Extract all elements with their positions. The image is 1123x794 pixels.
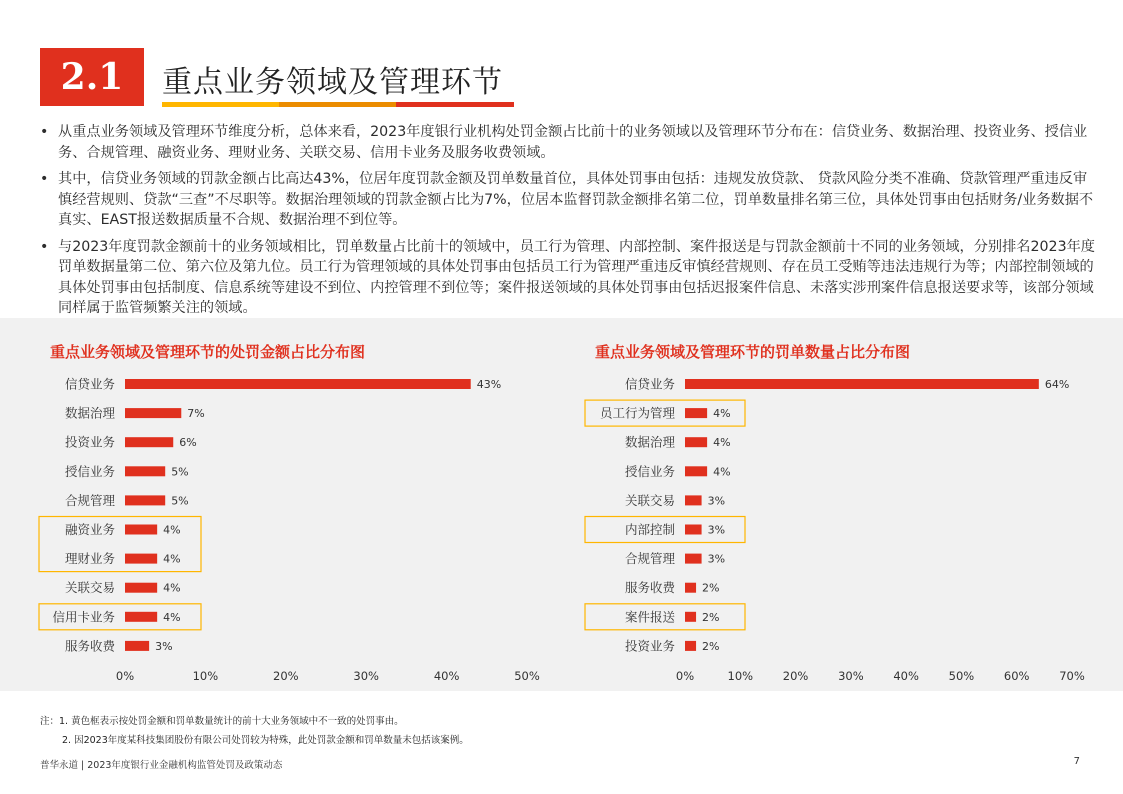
bar: [685, 641, 696, 651]
x-tick-label: 50%: [948, 669, 975, 683]
value-label: 5%: [171, 494, 189, 508]
section-number-badge: [40, 48, 144, 106]
category-label: 投资业务: [64, 434, 115, 450]
category-label: 信用卡业务: [52, 609, 115, 625]
bar: [125, 554, 157, 564]
x-tick-label: 50%: [514, 669, 540, 683]
x-tick-label: 40%: [433, 669, 460, 683]
category-label: 数据治理: [64, 405, 115, 421]
category-label: 案件报送: [624, 609, 675, 625]
bar: [685, 612, 696, 622]
value-label: 4%: [713, 407, 731, 421]
bar: [125, 495, 165, 505]
notes: [40, 712, 469, 750]
bar: [125, 379, 471, 389]
value-label: 3%: [707, 552, 726, 566]
value-label: 3%: [707, 494, 726, 508]
x-tick-label: 10%: [192, 669, 219, 683]
category-label: 服务收费: [64, 638, 115, 654]
bar: [125, 437, 173, 447]
note-1: 注：1. 黄色框表示按处罚金额和罚单数量统计的前十大业务领域中不一致的处罚事由。: [40, 716, 404, 727]
bar: [125, 641, 149, 651]
bullet-item: • 与2023年度罚款金额前十的业务领域相比，罚单数量占比前十的领域中，员工行为管理、内部控制、案件报送是与罚款金额前十不同的业务领域，分别排名2023年度罚单数据量第二位、第六位及第九位。员工行为管理领域的具体处罚事由包括员工行为管理严重违反审慎经营规则、存在员工受贿等违法违规行为等；内部控制领域的具体处罚事由包括制度、信息系统等建设不到位、内控管理不到位等；案件报送领域的具体处罚事由包括迟报案件信息、未落实涉刑案件信息报送要求等，该部分领域同样属于监管频繁关注的领域。: [38, 237, 1098, 319]
bar: [685, 495, 702, 505]
category-label: 融资业务: [64, 522, 115, 537]
x-tick-label: 70%: [1059, 669, 1085, 683]
category-label: 理财业务: [64, 551, 115, 567]
category-label: 合规管理: [64, 492, 115, 508]
category-label: 关联交易: [64, 580, 115, 596]
bar: [125, 408, 181, 418]
bar: [685, 554, 702, 564]
x-tick-label: 20%: [782, 669, 809, 683]
value-label: 4%: [713, 436, 731, 450]
bar: [685, 583, 696, 593]
bar: [125, 466, 165, 476]
chart-amount-share: [39, 377, 540, 684]
category-label: 授信业务: [624, 463, 675, 479]
category-label: 信贷业务: [64, 376, 115, 392]
bar: [685, 437, 707, 447]
note-2: 2. 因2023年度某科技集团股份有限公司处罚较为特殊，此处罚款金额和罚单数量未包括该案例。: [62, 735, 469, 746]
bar: [125, 525, 157, 535]
title-underline: [162, 102, 514, 107]
x-tick-label: 10%: [727, 669, 754, 683]
bar: [685, 379, 1039, 389]
x-tick-label: 30%: [353, 669, 379, 683]
value-label: 2%: [702, 581, 720, 595]
value-label: 3%: [155, 639, 173, 653]
category-label: 关联交易: [624, 492, 675, 508]
category-label: 合规管理: [624, 551, 675, 567]
value-label: 4%: [163, 523, 181, 537]
bar-charts: [0, 318, 1123, 691]
value-label: 2%: [702, 610, 720, 624]
x-tick-label: 60%: [1003, 669, 1030, 683]
value-label: 5%: [171, 465, 189, 479]
value-label: 3%: [707, 523, 726, 537]
x-tick-label: 20%: [273, 669, 299, 683]
bar: [685, 466, 707, 476]
bar: [125, 583, 157, 593]
footer-text: 普华永道 | 2023年度银行业金融机构监管处罚及政策动态: [40, 760, 283, 771]
underline-segment-yellow: [162, 102, 279, 107]
summary-bullets: [38, 122, 1098, 325]
x-tick-label: 40%: [893, 669, 919, 683]
bullet-item: • 其中，信贷业务领域的罚款金额占比高达43%，位居年度罚款金额及罚单数量首位，具体处罚事由包括：违规发放贷款、 贷款风险分类不准确、贷款管理严重违反审慎经营规则、贷款“三查”不尽职等。数据治理领域的罚款金额占比为7%，位居本监督罚款金额排名第二位，罚单数量排名第三位，具体处罚事由包括财务/业务数据不真实、EAST报送数据质量不合规、数据治理不到位等。: [38, 169, 1098, 231]
x-tick-label: 30%: [838, 669, 864, 683]
page-title: 重点业务领域及管理环节: [162, 65, 503, 100]
category-label: 员工行为管理: [599, 405, 675, 421]
value-label: 4%: [163, 581, 181, 595]
category-label: 内部控制: [624, 522, 675, 537]
category-label: 信贷业务: [624, 376, 675, 392]
bullet-item: • 从重点业务领域及管理环节维度分析，总体来看，2023年度银行业机构处罚金额占比前十的业务领域以及管理环节分布在：信贷业务、数据治理、投资业务、授信业务、合规管理、融资业务、理财业务、关联交易、信用卡业务及服务收费领域。: [38, 122, 1098, 163]
value-label: 7%: [187, 407, 205, 421]
bar: [685, 525, 702, 535]
x-tick-label: 0%: [675, 669, 695, 683]
category-label: 服务收费: [624, 580, 675, 596]
bar: [125, 612, 157, 622]
underline-segment-orange: [279, 102, 396, 107]
chart-count-share: [585, 377, 1085, 684]
chart-title-amount: 重点业务领域及管理环节的处罚金额占比分布图: [50, 343, 366, 361]
value-label: 6%: [179, 436, 197, 450]
value-label: 4%: [163, 552, 181, 566]
bar: [685, 408, 707, 418]
category-label: 投资业务: [624, 638, 675, 654]
value-label: 43%: [476, 378, 502, 391]
underline-segment-red: [396, 102, 514, 107]
chart-title-count: 重点业务领域及管理环节的罚单数量占比分布图: [595, 343, 911, 361]
page-number: 7: [1073, 756, 1080, 767]
section-number: 2.1: [60, 56, 124, 98]
category-label: 数据治理: [624, 434, 675, 450]
value-label: 4%: [713, 465, 731, 479]
value-label: 2%: [702, 639, 720, 653]
x-tick-label: 0%: [115, 669, 135, 683]
value-label: 4%: [163, 610, 181, 624]
value-label: 64%: [1044, 378, 1070, 391]
category-label: 授信业务: [64, 463, 115, 479]
